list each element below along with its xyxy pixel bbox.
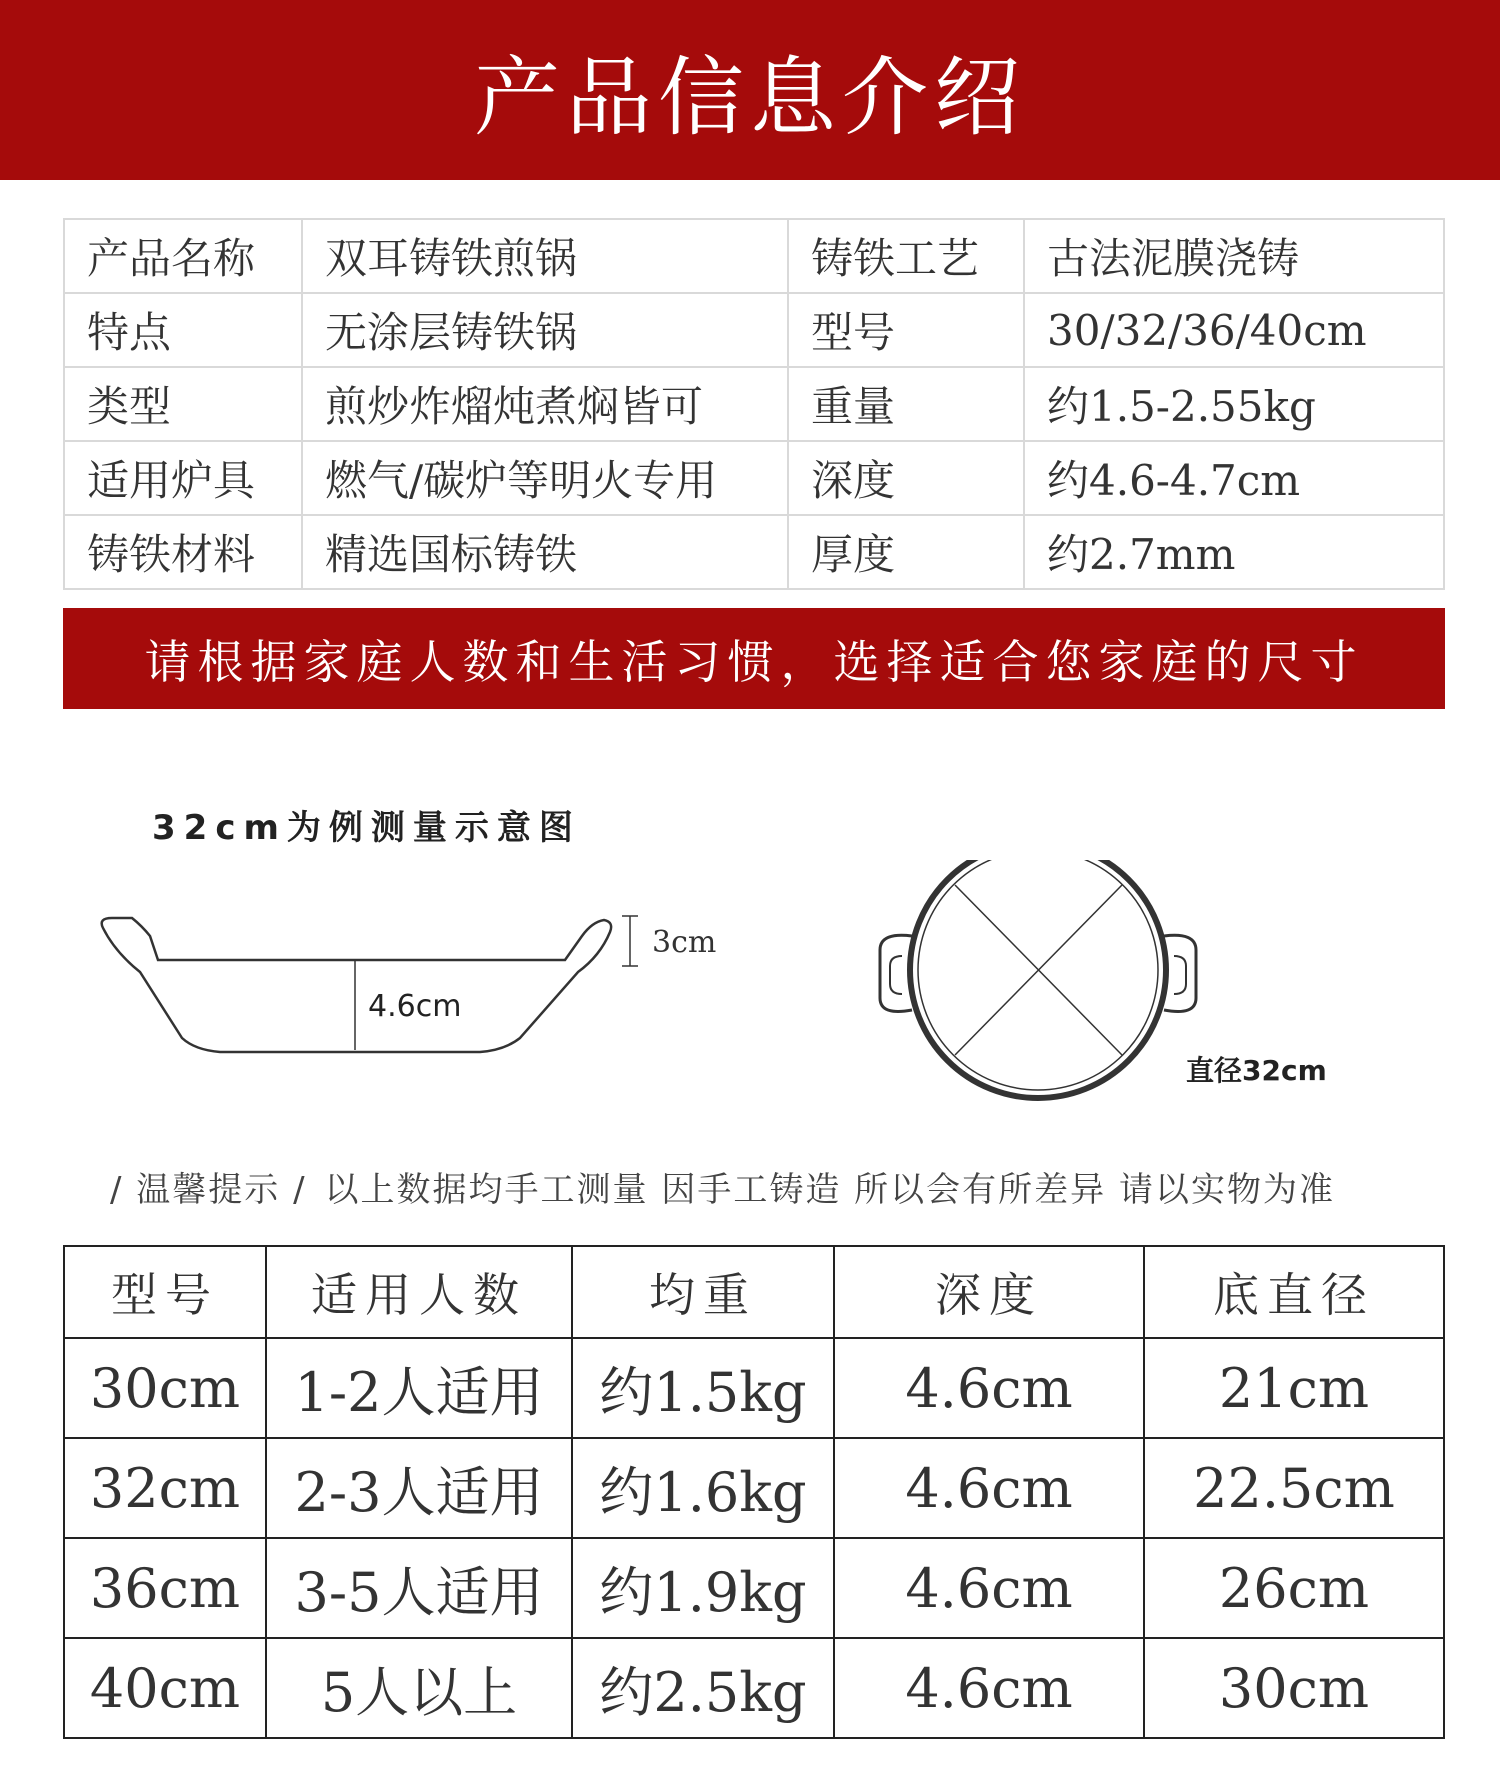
info-value: 约1.5-2.55kg bbox=[1024, 367, 1444, 441]
table-cell: 30cm bbox=[1144, 1638, 1444, 1738]
table-row bbox=[64, 1438, 1444, 1538]
depth-label: 4.6cm bbox=[368, 989, 462, 1024]
info-key: 重量 bbox=[788, 367, 1024, 441]
info-value: 30/32/36/40cm bbox=[1024, 293, 1444, 367]
info-key: 产品名称 bbox=[64, 219, 302, 293]
size-advice-banner bbox=[63, 608, 1445, 709]
table-cell: 21cm bbox=[1144, 1338, 1444, 1438]
tip-prefix: / 温馨提示 / bbox=[110, 1170, 307, 1210]
measurement-tip bbox=[110, 1162, 1353, 1211]
table-cell: 4.6cm bbox=[834, 1338, 1144, 1438]
table-cell: 5人以上 bbox=[266, 1638, 572, 1738]
table-row bbox=[64, 1338, 1444, 1438]
info-key: 铸铁材料 bbox=[64, 515, 302, 589]
table-row bbox=[64, 1538, 1444, 1638]
page-title: 产品信息介绍 bbox=[474, 48, 1026, 148]
table-row bbox=[64, 367, 1444, 441]
table-row bbox=[64, 515, 1444, 589]
table-row bbox=[64, 1638, 1444, 1738]
column-header: 型号 bbox=[64, 1246, 266, 1338]
table-cell: 32cm bbox=[64, 1438, 266, 1538]
rim-height-marker-icon bbox=[622, 916, 638, 966]
table-cell: 36cm bbox=[64, 1538, 266, 1638]
header-banner bbox=[0, 0, 1500, 180]
column-header: 深度 bbox=[834, 1246, 1144, 1338]
diagram-title: 32cm为例测量示意图 bbox=[152, 808, 581, 848]
tip-text: 以上数据均手工测量 因手工铸造 所以会有所差异 请以实物为准 bbox=[324, 1170, 1335, 1210]
info-value: 无涂层铸铁锅 bbox=[302, 293, 788, 367]
table-cell: 40cm bbox=[64, 1638, 266, 1738]
column-header: 适用人数 bbox=[266, 1246, 572, 1338]
table-cell: 4.6cm bbox=[834, 1438, 1144, 1538]
table-cell: 22.5cm bbox=[1144, 1438, 1444, 1538]
table-row bbox=[64, 441, 1444, 515]
pan-side-view-icon bbox=[102, 918, 611, 1052]
info-value: 精选国标铸铁 bbox=[302, 515, 788, 589]
banner-text: 请根据家庭人数和生活习惯，选择适合您家庭的尺寸 bbox=[144, 634, 1364, 689]
measurement-diagram bbox=[0, 860, 1500, 1120]
table-cell: 30cm bbox=[64, 1338, 266, 1438]
column-header: 均重 bbox=[572, 1246, 834, 1338]
table-cell: 约1.5kg bbox=[572, 1338, 834, 1438]
info-value: 煎炒炸熘炖煮焖皆可 bbox=[302, 367, 788, 441]
pan-top-view-icon bbox=[880, 860, 1196, 1098]
diameter-label: 直径32cm bbox=[1186, 1054, 1327, 1087]
info-value: 约4.6-4.7cm bbox=[1024, 441, 1444, 515]
info-value: 双耳铸铁煎锅 bbox=[302, 219, 788, 293]
table-cell: 约1.6kg bbox=[572, 1438, 834, 1538]
table-cell: 4.6cm bbox=[834, 1538, 1144, 1638]
table-cell: 1-2人适用 bbox=[266, 1338, 572, 1438]
table-cell: 4.6cm bbox=[834, 1638, 1144, 1738]
info-key: 特点 bbox=[64, 293, 302, 367]
info-key: 适用炉具 bbox=[64, 441, 302, 515]
table-cell: 2-3人适用 bbox=[266, 1438, 572, 1538]
info-value: 约2.7mm bbox=[1024, 515, 1444, 589]
info-value: 古法泥膜浇铸 bbox=[1024, 219, 1444, 293]
info-key: 型号 bbox=[788, 293, 1024, 367]
info-key: 铸铁工艺 bbox=[788, 219, 1024, 293]
info-value: 燃气/碳炉等明火专用 bbox=[302, 441, 788, 515]
table-row bbox=[64, 219, 1444, 293]
table-cell: 3-5人适用 bbox=[266, 1538, 572, 1638]
table-row bbox=[64, 293, 1444, 367]
info-key: 厚度 bbox=[788, 515, 1024, 589]
size-spec-table bbox=[63, 1245, 1445, 1739]
table-cell: 约2.5kg bbox=[572, 1638, 834, 1738]
product-info-table bbox=[63, 218, 1445, 590]
table-cell: 26cm bbox=[1144, 1538, 1444, 1638]
info-key: 深度 bbox=[788, 441, 1024, 515]
table-header-row bbox=[64, 1246, 1444, 1338]
info-key: 类型 bbox=[64, 367, 302, 441]
table-cell: 约1.9kg bbox=[572, 1538, 834, 1638]
rim-height-label: 3cm bbox=[652, 925, 717, 960]
column-header: 底直径 bbox=[1144, 1246, 1444, 1338]
